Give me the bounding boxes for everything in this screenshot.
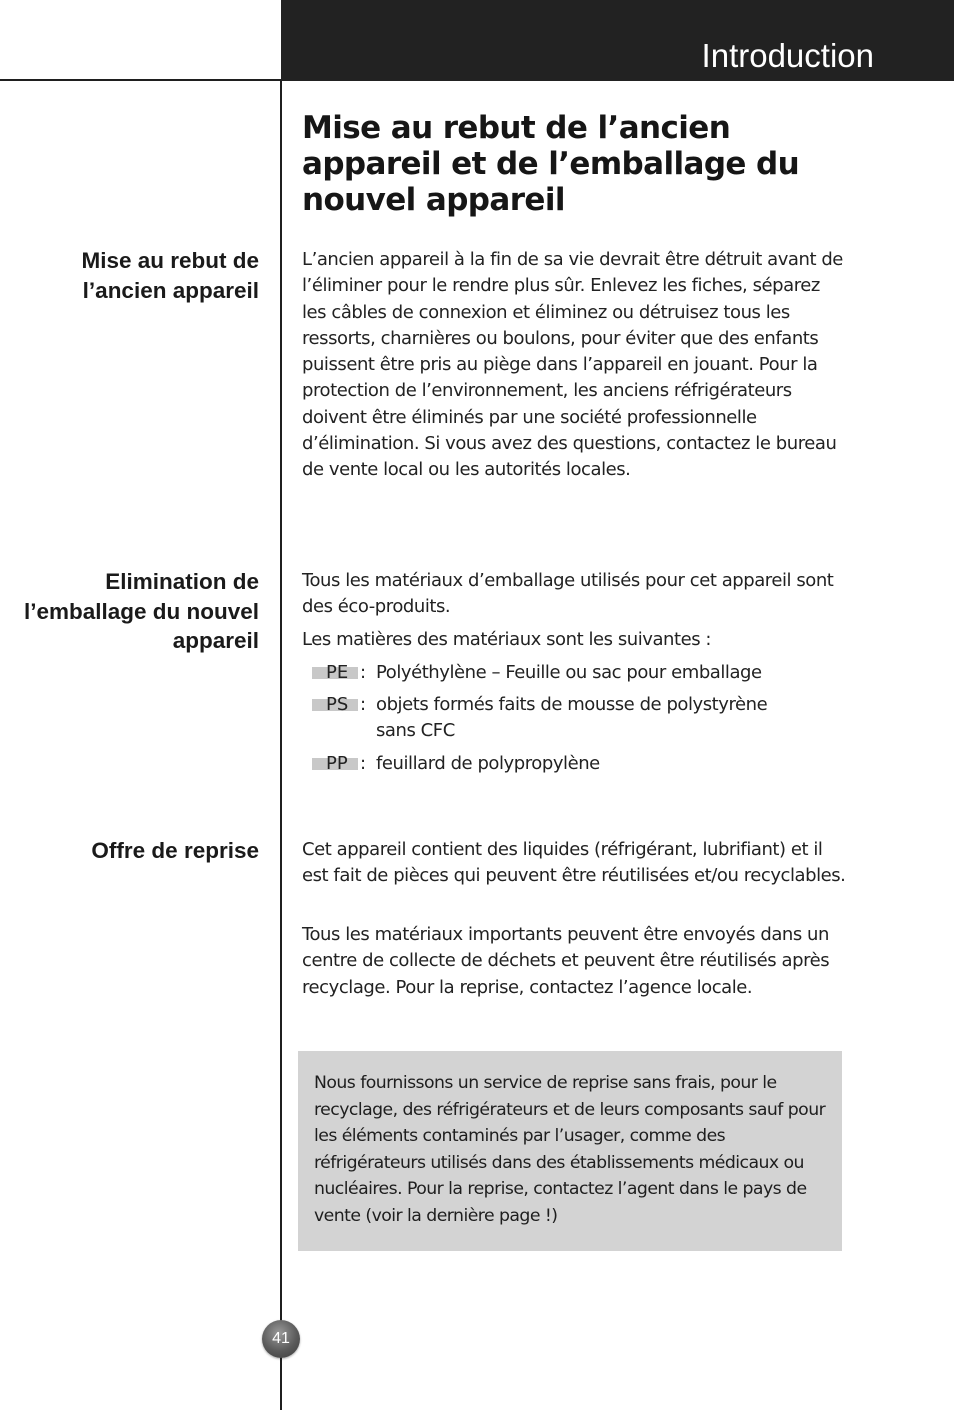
page-number-badge: 41 — [262, 1320, 300, 1358]
paragraph-materials-intro: Les matières des matériaux sont les suivantes : — [302, 629, 712, 650]
paragraph-packaging-eco: Tous les matériaux d’emballage utilisés pour cet appareil sont des éco-produits. — [302, 570, 834, 618]
heading-disposal-old-appliance: Mise au rebut de l’ancien appareil — [81, 248, 259, 303]
header-bar — [281, 0, 954, 81]
material-code-badge: PE — [312, 660, 358, 686]
material-code-badge: PP — [312, 751, 358, 777]
heading-packaging-disposal: Elimination de l’emballage du nouvel appareil — [23, 569, 259, 653]
list-item-material-pe: PE : Polyéthylène – Feuille ou sac pour emballage — [312, 660, 852, 686]
paragraph-disposal-old-appliance: L’ancien appareil à la fin de sa vie devrait être détruit avant de l’éliminer pour le rendre plus sûr. Enlevez les fiches, séparez les câbles de connexion et éliminez ou détruisez tous les ressorts, charnières ou boulons, pour éviter que des enfants puissent être pris au piège dans l’appareil en jouant. Pour la protection de l’environnement, les anciens réfrigérateurs doivent être éliminés par une société professionnelle d’élimination. Si vous avez des questions, contactez le bureau de vente local ou les autorités locales. — [302, 249, 843, 481]
take-back-notice-box — [298, 1051, 842, 1251]
material-code-badge: PS — [312, 692, 358, 718]
material-description: Polyéthylène – Feuille ou sac pour emballage — [376, 662, 762, 683]
paragraph-appliance-liquids: Cet appareil contient des liquides (réfrigérant, lubrifiant) et il est fait de pièces qui peuvent être réutilisées et/ou recyclables. — [302, 839, 846, 887]
material-description: feuillard de polypropylène — [376, 753, 600, 774]
notice-text: Nous fournissons un service de reprise sans frais, pour le recyclage, des réfrigérateurs et de leurs composants sauf pour les éléments contaminés par l’usager, comme des réfrigérateurs utilisés dans des établissements médicaux ou nucléaires. Pour la reprise, contactez l’agent dans le pays de vente (voir la dernière page !) — [314, 1073, 826, 1226]
paragraph-collection-center: Tous les matériaux importants peuvent être envoyés dans un centre de collecte de déchets et peuvent être réutilisés après recyclage. Pour la reprise, contactez l’agence locale. — [302, 924, 830, 998]
list-item-material-ps: PS : objets formés faits de mousse de polystyrène sans CFC — [312, 692, 852, 745]
vertical-divider — [280, 81, 282, 1410]
material-description: objets formés faits de mousse de polystyrène sans CFC — [376, 694, 768, 742]
heading-take-back-offer: Offre de reprise — [91, 838, 259, 863]
page-title: Mise au rebut de l’ancien appareil et de l’emballage du nouvel appareil — [302, 110, 800, 218]
list-item-material-pp: PP : feuillard de polypropylène — [312, 751, 852, 777]
section-title: Introduction — [701, 37, 874, 74]
top-horizontal-rule — [0, 79, 282, 81]
